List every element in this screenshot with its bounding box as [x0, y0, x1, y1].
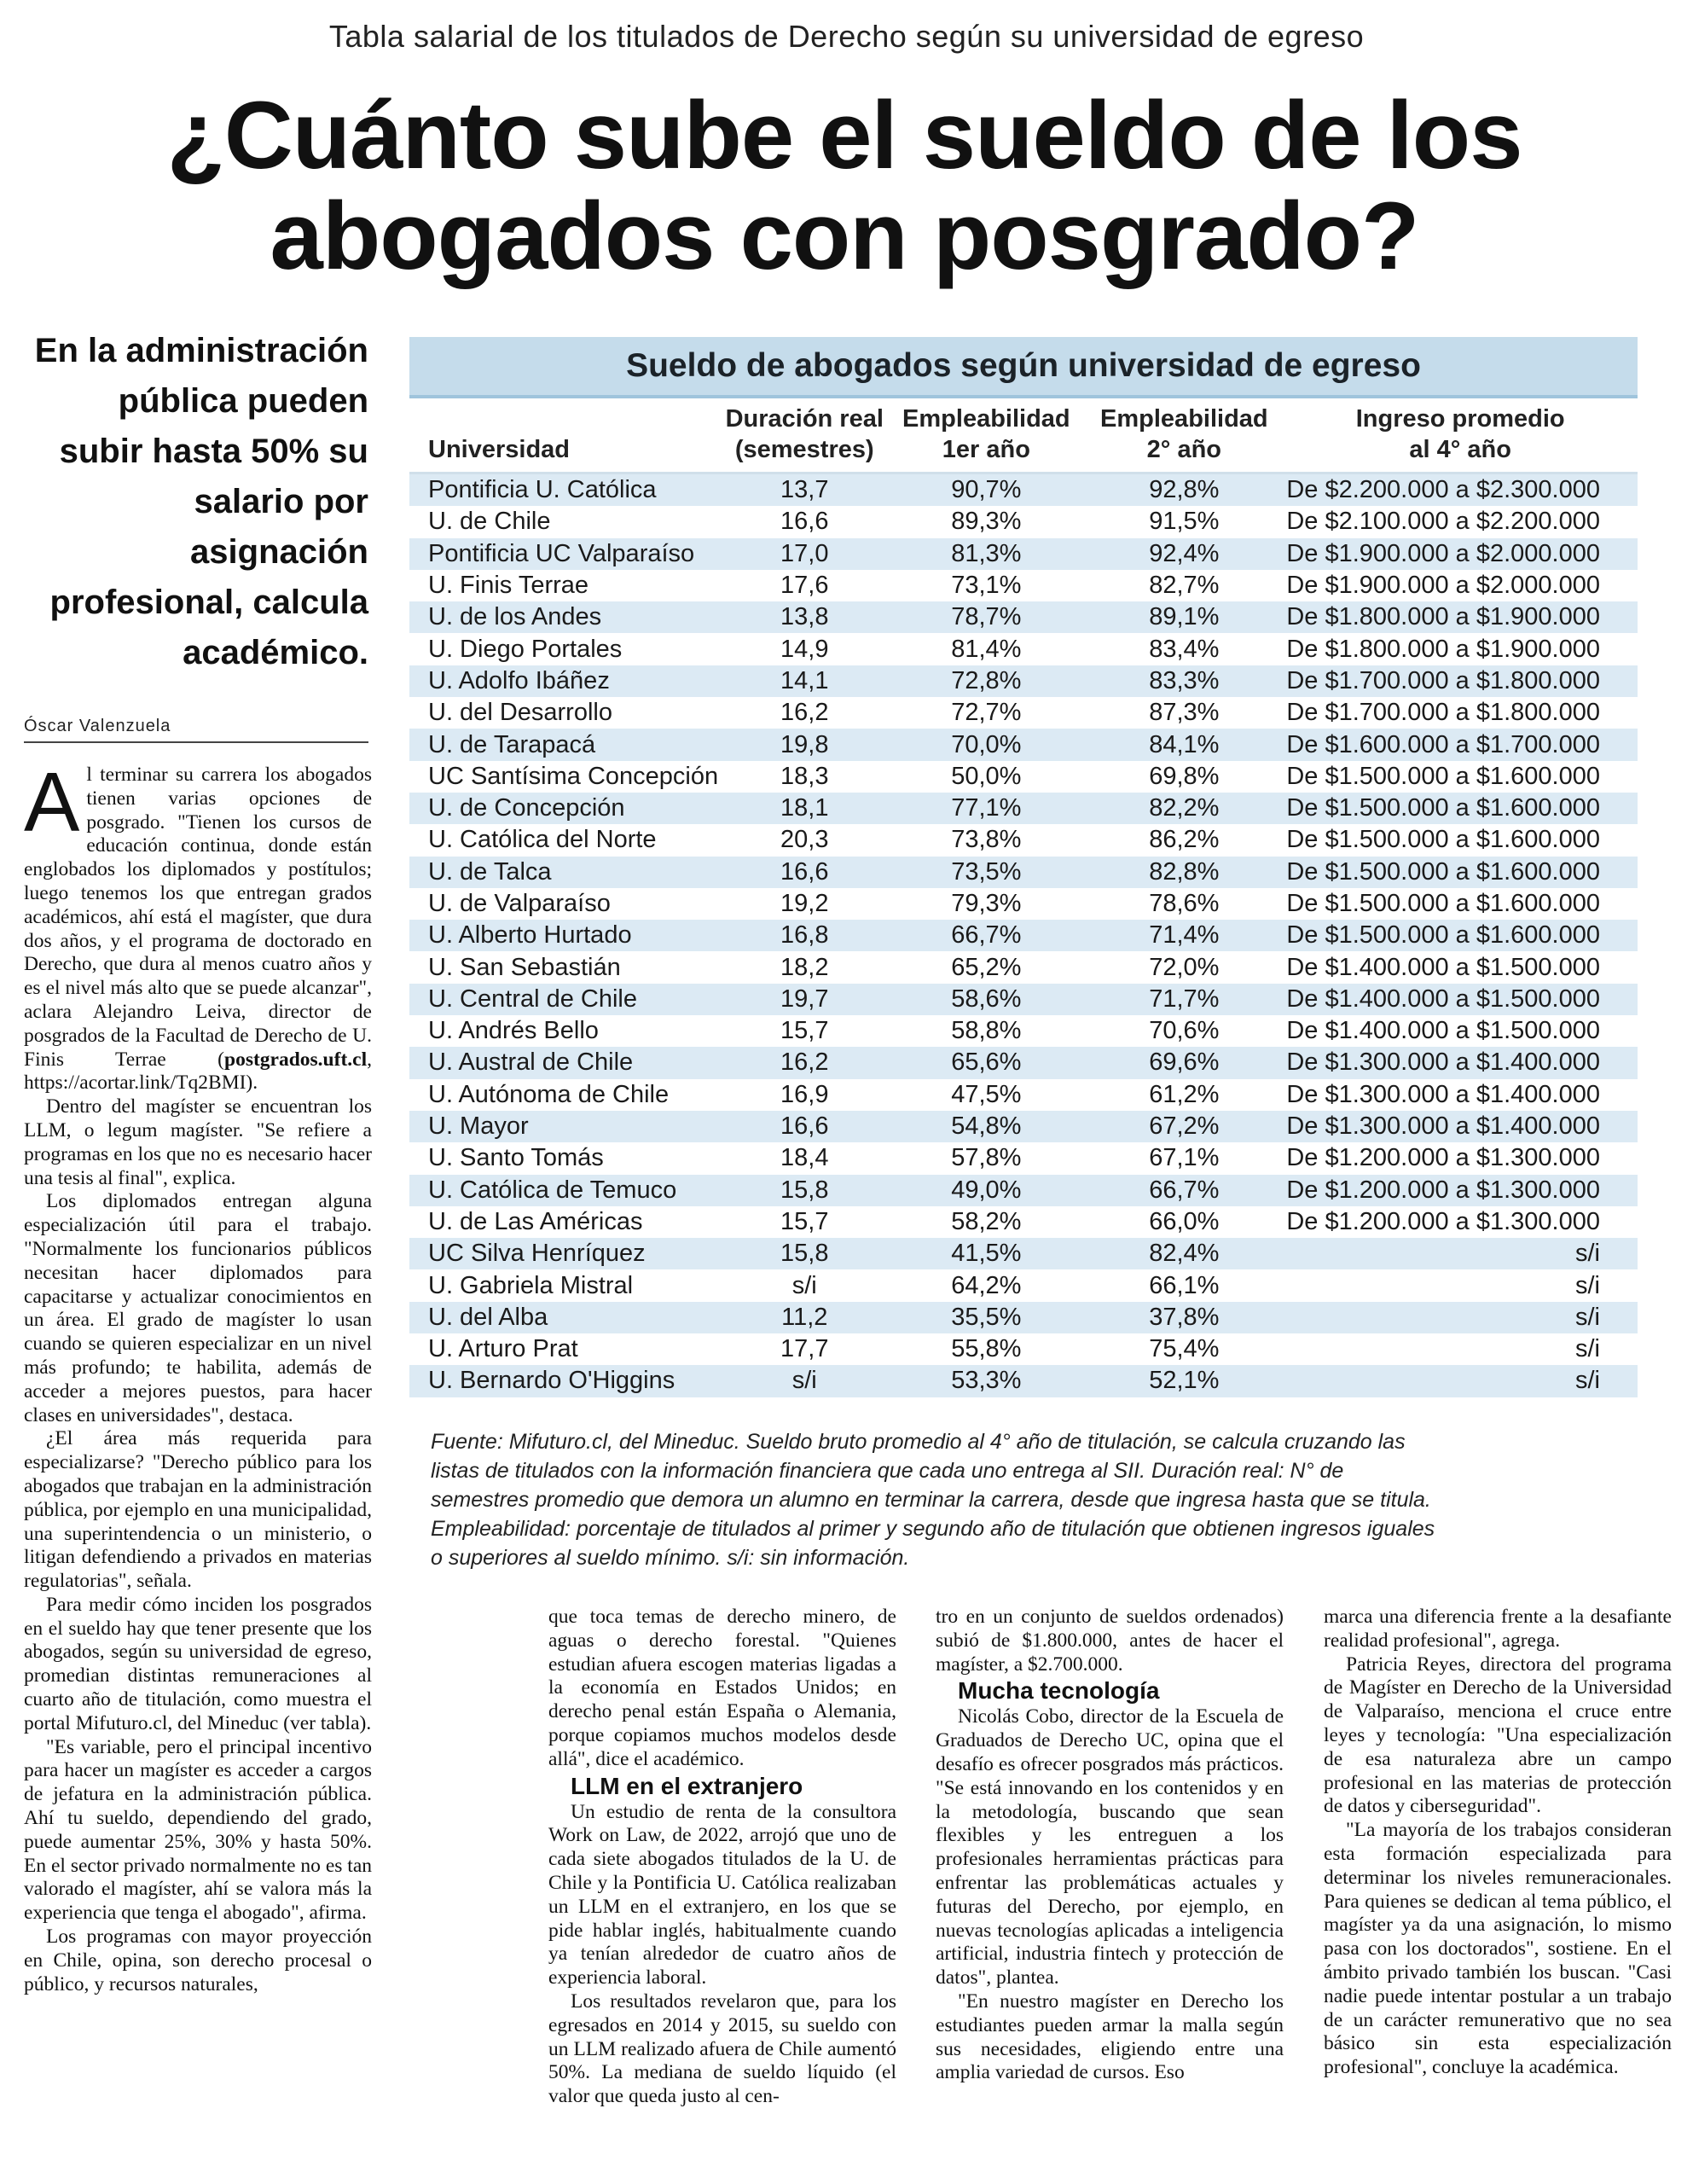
table-row	[409, 1015, 1638, 1047]
cell-income: De $1.700.000 a $1.800.000	[1283, 665, 1638, 697]
cell-duration: 19,8	[722, 729, 887, 760]
lede-line: salario por	[194, 483, 368, 520]
table-row	[409, 1269, 1638, 1301]
cell-employability-2: 82,2%	[1085, 793, 1283, 824]
table-row	[409, 793, 1638, 824]
cell-duration: 16,2	[722, 1047, 887, 1078]
cell-income: De $1.500.000 a $1.600.000	[1283, 793, 1638, 824]
cell-employability-2: 82,8%	[1085, 857, 1283, 888]
cell-income: De $1.200.000 a $1.300.000	[1283, 1142, 1638, 1174]
table-row	[409, 1142, 1638, 1174]
cell-duration: 16,9	[722, 1079, 887, 1111]
cell-university: U. del Desarrollo	[409, 697, 722, 729]
cell-employability-2: 92,4%	[1085, 538, 1283, 570]
cell-employability-1: 73,1%	[887, 570, 1085, 601]
table-row	[409, 1206, 1638, 1238]
cell-university: UC Silva Henríquez	[409, 1238, 722, 1269]
cell-income: De $1.300.000 a $1.400.000	[1283, 1047, 1638, 1078]
cell-employability-1: 47,5%	[887, 1079, 1085, 1111]
lede-line: asignación	[190, 533, 368, 571]
cell-employability-2: 71,4%	[1085, 920, 1283, 951]
cell-duration: 11,2	[722, 1302, 887, 1333]
subhead-llm: LLM en el extranjero	[571, 1772, 803, 1799]
cell-university: U. Autónoma de Chile	[409, 1079, 722, 1111]
cell-employability-1: 58,8%	[887, 1015, 1085, 1047]
cell-duration: s/i	[722, 1269, 887, 1301]
paragraph: tro en un conjunto de sueldos ordenados) subió de $1.800.000, antes de hacer el magíster, a $2.700.000.	[936, 1606, 1284, 1676]
cell-employability-1: 65,6%	[887, 1047, 1085, 1078]
cell-duration: 16,6	[722, 506, 887, 537]
header-duration: Duración real (semestres)	[722, 398, 887, 473]
paragraph: Nicolás Cobo, director de la Escuela de Graduados de Derecho UC, opina que el desafío es ofrecer posgrados más prácticos. "Se está innovando en los contenidos y en la metodología, buscando que sean flexibles y les entreguen a los profesionales herramientas prácticas para enfrentar las problemáticas actuales y futuras del Derecho, por ejemplo, en nuevas tecnologías aplicadas a inteligencia artificial, industria fintech y protección de datos", plantea.	[936, 1705, 1284, 1989]
cell-duration: 18,3	[722, 761, 887, 793]
cell-income: De $1.500.000 a $1.600.000	[1283, 857, 1638, 888]
cell-income: De $1.300.000 a $1.400.000	[1283, 1111, 1638, 1142]
cell-employability-2: 37,8%	[1085, 1302, 1283, 1333]
cell-income: De $2.200.000 a $2.300.000	[1283, 473, 1638, 507]
byline	[24, 717, 368, 743]
cell-duration: 16,6	[722, 857, 887, 888]
cell-university: U. de Talca	[409, 857, 722, 888]
cell-university: U. Católica del Norte	[409, 824, 722, 856]
table-row	[409, 1111, 1638, 1142]
cell-employability-2: 89,1%	[1085, 601, 1283, 633]
table-row	[409, 984, 1638, 1015]
cell-employability-1: 50,0%	[887, 761, 1085, 793]
table-row	[409, 570, 1638, 601]
table-row	[409, 1238, 1638, 1269]
cell-employability-1: 72,8%	[887, 665, 1085, 697]
paragraph: Los resultados revelaron que, para los egresados en 2014 y 2015, su sueldo con un LLM realizado afuera de Chile aumentó 50%. La mediana de sueldo líquido (el valor que queda justo al cen-	[548, 1989, 896, 2108]
table-row	[409, 729, 1638, 760]
cell-employability-1: 35,5%	[887, 1302, 1085, 1333]
cell-income: De $1.500.000 a $1.600.000	[1283, 761, 1638, 793]
cell-employability-2: 66,7%	[1085, 1175, 1283, 1206]
cell-employability-2: 69,6%	[1085, 1047, 1283, 1078]
cell-university: U. de Tarapacá	[409, 729, 722, 760]
table-row	[409, 1333, 1638, 1365]
cell-employability-2: 86,2%	[1085, 824, 1283, 856]
cell-income: De $1.500.000 a $1.600.000	[1283, 888, 1638, 920]
cell-employability-1: 41,5%	[887, 1238, 1085, 1269]
table-row	[409, 697, 1638, 729]
cell-duration: 15,7	[722, 1015, 887, 1047]
paragraph: Los programas con mayor proyección en Chile, opina, son derecho procesal o público, y recursos naturales,	[24, 1926, 372, 1995]
salary-table	[409, 398, 1638, 1397]
cell-employability-2: 67,2%	[1085, 1111, 1283, 1142]
table-row	[409, 601, 1638, 633]
cell-duration: 20,3	[722, 824, 887, 856]
cell-university: U. del Alba	[409, 1302, 722, 1333]
cell-employability-1: 53,3%	[887, 1365, 1085, 1397]
cell-duration: 16,2	[722, 697, 887, 729]
headline	[102, 82, 1586, 289]
table-row	[409, 1175, 1638, 1206]
cell-university: U. Alberto Hurtado	[409, 920, 722, 951]
paragraph: "La mayoría de los trabajos consideran esta formación especializada para determinar los niveles remuneracionales. Para quienes se dedican al tema público, el magíster ya da una asignación, lo mismo pasa con los doctorados", sostiene. En el ámbito privado también los buscan. "Casi nadie puede intentar postular a un trabajo de un carácter remunerativo que no sea básico sin esta especialización profesional", concluye la académica.	[1324, 1819, 1672, 2079]
paragraph: "En nuestro magíster en Derecho los estudiantes pueden armar la malla según sus necesidades, eligiendo entre una amplia variedad de cursos. Eso	[936, 1989, 1284, 2084]
cell-university: U. Mayor	[409, 1111, 722, 1142]
paragraph: "Es variable, pero el principal incentivo para hacer un magíster es acceder a cargos de jefatura en la administración pública. Ahí tu sueldo, dependiendo del grado, puede aumentar 25%, 30% y hasta 50%. En el sector privado normalmente no es tan valorado el magíster, ahí se valora más la experiencia que tenga el abogado", afirma.	[24, 1735, 372, 1925]
table-row	[409, 761, 1638, 793]
cell-employability-1: 58,6%	[887, 984, 1085, 1015]
cell-employability-1: 77,1%	[887, 793, 1085, 824]
cell-university: U. Andrés Bello	[409, 1015, 722, 1047]
cell-university: U. de Valparaíso	[409, 888, 722, 920]
cell-employability-1: 66,7%	[887, 920, 1085, 951]
cell-employability-2: 61,2%	[1085, 1079, 1283, 1111]
article-column-2	[548, 1606, 896, 2109]
table-row	[409, 920, 1638, 951]
table-row	[409, 824, 1638, 856]
cell-duration: 16,8	[722, 920, 887, 951]
kicker: Tabla salarial de los titulados de Derecho según su universidad de egreso	[328, 19, 1365, 54]
cell-duration: 19,2	[722, 888, 887, 920]
cell-employability-1: 64,2%	[887, 1269, 1085, 1301]
cell-university: U. Diego Portales	[409, 633, 722, 665]
table-title: Sueldo de abogados según universidad de egreso	[409, 337, 1638, 398]
cell-employability-1: 90,7%	[887, 473, 1085, 507]
cell-duration: 15,7	[722, 1206, 887, 1238]
table-source-note: Fuente: Mifuturo.cl, del Mineduc. Sueldo bruto promedio al 4° año de titulación, se calcula cruzando las listas de titulados con la información financiera que cada uno entrega al SII. Duración real: N° de semestres promedio que demora un alumno en terminar la carrera, desde que ingresa hasta que se titula. Empleabilidad: porcentaje de titulados al primer y segundo año de titulación que obtienen ingresos iguales o superiores al sueldo mínimo. s/i: sin información.	[431, 1430, 1435, 1570]
cell-employability-2: 78,6%	[1085, 888, 1283, 920]
cell-employability-1: 73,8%	[887, 824, 1085, 856]
paragraph: Patricia Reyes, directora del programa de Magíster en Derecho de la Universidad de Valparaíso, menciona el cruce entre leyes y tecnología: "Una especialización de esa naturaleza abre un campo profesional en las materias de protección de datos y ciberseguridad".	[1324, 1653, 1672, 1818]
cell-income: s/i	[1283, 1365, 1638, 1397]
cell-duration: 13,8	[722, 601, 887, 633]
cell-income: De $1.400.000 a $1.500.000	[1283, 984, 1638, 1015]
cell-university: U. Arturo Prat	[409, 1333, 722, 1365]
cell-income: s/i	[1283, 1302, 1638, 1333]
cell-university: U. Central de Chile	[409, 984, 722, 1015]
cell-employability-2: 82,4%	[1085, 1238, 1283, 1269]
cell-employability-2: 84,1%	[1085, 729, 1283, 760]
cell-employability-2: 66,1%	[1085, 1269, 1283, 1301]
cell-duration: 15,8	[722, 1238, 887, 1269]
table-body	[409, 473, 1638, 1397]
table-row	[409, 633, 1638, 665]
cell-income: De $1.900.000 a $2.000.000	[1283, 538, 1638, 570]
cell-university: Pontificia U. Católica	[409, 473, 722, 507]
article-column-3	[936, 1606, 1284, 2085]
article-column-4	[1324, 1606, 1672, 2080]
cell-university: U. Gabriela Mistral	[409, 1269, 722, 1301]
cell-duration: 14,9	[722, 633, 887, 665]
table-row	[409, 1365, 1638, 1397]
cell-university: U. de los Andes	[409, 601, 722, 633]
cell-employability-2: 67,1%	[1085, 1142, 1283, 1174]
paragraph: que toca temas de derecho minero, de aguas o derecho forestal. "Quienes estudian afuera escogen materias ligadas a la economía en Estados Unidos; en derecho penal están España o Alemania, porque copiamos muchos modelos desde allá", dice el académico.	[548, 1606, 896, 1770]
cell-employability-2: 82,7%	[1085, 570, 1283, 601]
cell-employability-2: 91,5%	[1085, 506, 1283, 537]
cell-employability-2: 66,0%	[1085, 1206, 1283, 1238]
cell-duration: 19,7	[722, 984, 887, 1015]
author-name: Óscar Valenzuela	[24, 717, 171, 735]
cell-university: U. Bernardo O'Higgins	[409, 1365, 722, 1397]
cell-income: De $1.600.000 a $1.700.000	[1283, 729, 1638, 760]
cell-employability-1: 78,7%	[887, 601, 1085, 633]
cell-duration: 16,6	[722, 1111, 887, 1142]
cell-income: s/i	[1283, 1238, 1638, 1269]
cell-income: De $1.800.000 a $1.900.000	[1283, 633, 1638, 665]
paragraph: ¿El área más requerida para especializarse? "Derecho público para los abogados que trabajan en la administración pública, por ejemplo en una municipalidad, una superintendencia o un ministerio, o litigan defendiendo a privados en materias regulatorias", señala.	[24, 1427, 372, 1593]
cell-employability-1: 49,0%	[887, 1175, 1085, 1206]
cell-income: De $2.100.000 a $2.200.000	[1283, 506, 1638, 537]
cell-employability-2: 70,6%	[1085, 1015, 1283, 1047]
cell-university: U. Santo Tomás	[409, 1142, 722, 1174]
cell-employability-2: 87,3%	[1085, 697, 1283, 729]
paragraph: Un estudio de renta de la consultora Work on Law, de 2022, arrojó que uno de cada siete abogados titulados de la U. de Chile y la Pontificia U. Católica realizaban un LLM en el extranjero, en los que se pide hablar inglés, habitualmente cuando ya tenían alrededor de cuatro años de experiencia laboral.	[548, 1800, 896, 1989]
table-row	[409, 888, 1638, 920]
cell-duration: 17,0	[722, 538, 887, 570]
cell-employability-2: 72,0%	[1085, 951, 1283, 983]
cell-employability-1: 65,2%	[887, 951, 1085, 983]
paragraph: Al terminar su carrera los abogados tienen varias opciones de posgrado. "Tienen los cursos de educación continua, donde están englobados los diplomados y postítulos; luego tenemos los que entregan grados académicos, ahí está el magíster, que dura dos años, y el programa de doctorado en Derecho, que dura al menos cuatro años y es el nivel más alto que se puede alcanzar", aclara Alejandro Leiva, director de posgrados de la Facultad de Derecho de U. Finis Terrae (postgrados.uft.cl, https://acortar.link/Tq2BMI).	[24, 755, 372, 1095]
website-link: postgrados.uft.cl	[224, 1048, 368, 1071]
lede	[17, 326, 368, 678]
lede-line: En la administración	[34, 332, 368, 369]
cell-income: De $1.800.000 a $1.900.000	[1283, 601, 1638, 633]
cell-employability-2: 83,4%	[1085, 633, 1283, 665]
cell-employability-2: 69,8%	[1085, 761, 1283, 793]
cell-income: De $1.500.000 a $1.600.000	[1283, 824, 1638, 856]
cell-income: De $1.200.000 a $1.300.000	[1283, 1175, 1638, 1206]
cell-income: De $1.500.000 a $1.600.000	[1283, 920, 1638, 951]
lede-line: subir hasta 50% su	[59, 433, 368, 470]
lede-line: académico.	[183, 634, 368, 671]
header-employability-2: Empleabilidad 2° año	[1085, 398, 1283, 473]
table-row	[409, 1302, 1638, 1333]
cell-duration: 13,7	[722, 473, 887, 507]
cell-employability-1: 58,2%	[887, 1206, 1085, 1238]
table-row	[409, 665, 1638, 697]
drop-cap: A	[24, 755, 80, 849]
paragraph: Dentro del magíster se encuentran los LLM, o legum magíster. "Se refiere a programas en los que no es necesario hacer una tesis al final", explica.	[24, 1095, 372, 1189]
headline-line-2: abogados con posgrado?	[270, 183, 1419, 289]
cell-duration: 15,8	[722, 1175, 887, 1206]
cell-employability-1: 89,3%	[887, 506, 1085, 537]
cell-income: De $1.300.000 a $1.400.000	[1283, 1079, 1638, 1111]
cell-employability-2: 92,8%	[1085, 473, 1283, 507]
header-income: Ingreso promedio al 4° año	[1283, 398, 1638, 473]
table-row	[409, 1047, 1638, 1078]
cell-duration: 14,1	[722, 665, 887, 697]
header-employability-1: Empleabilidad 1er año	[887, 398, 1085, 473]
cell-duration: 18,4	[722, 1142, 887, 1174]
paragraph: marca una diferencia frente a la desafiante realidad profesional", agrega.	[1324, 1606, 1672, 1652]
paragraph: Para medir cómo inciden los posgrados en el sueldo hay que tener presente que los abogados, según su universidad de egreso, promedian distintas remuneraciones al cuarto año de titulación, como muestra el portal Mifuturo.cl, del Mineduc (ver tabla).	[24, 1593, 372, 1734]
cell-employability-1: 55,8%	[887, 1333, 1085, 1365]
lede-line: pública pueden	[118, 382, 368, 420]
cell-employability-2: 83,3%	[1085, 665, 1283, 697]
cell-employability-1: 81,4%	[887, 633, 1085, 665]
cell-university: UC Santísima Concepción	[409, 761, 722, 793]
table-header-row	[409, 398, 1638, 473]
headline-line-1: ¿Cuánto sube el sueldo de los	[166, 82, 1522, 189]
cell-employability-1: 81,3%	[887, 538, 1085, 570]
cell-income: De $1.900.000 a $2.000.000	[1283, 570, 1638, 601]
cell-income: De $1.400.000 a $1.500.000	[1283, 1015, 1638, 1047]
cell-duration: 18,2	[722, 951, 887, 983]
cell-duration: 18,1	[722, 793, 887, 824]
cell-employability-1: 70,0%	[887, 729, 1085, 760]
salary-table-box	[409, 337, 1638, 1397]
cell-employability-1: 79,3%	[887, 888, 1085, 920]
cell-university: U. de Concepción	[409, 793, 722, 824]
table-row	[409, 1079, 1638, 1111]
cell-income: De $1.400.000 a $1.500.000	[1283, 951, 1638, 983]
cell-duration: s/i	[722, 1365, 887, 1397]
cell-employability-2: 52,1%	[1085, 1365, 1283, 1397]
subhead-technology: Mucha tecnología	[958, 1677, 1160, 1705]
cell-university: U. San Sebastián	[409, 951, 722, 983]
cell-university: U. Austral de Chile	[409, 1047, 722, 1078]
cell-employability-1: 72,7%	[887, 697, 1085, 729]
cell-university: U. Finis Terrae	[409, 570, 722, 601]
cell-income: De $1.200.000 a $1.300.000	[1283, 1206, 1638, 1238]
cell-employability-1: 73,5%	[887, 857, 1085, 888]
table-row	[409, 857, 1638, 888]
table-row	[409, 473, 1638, 507]
cell-employability-1: 57,8%	[887, 1142, 1085, 1174]
table-row	[409, 951, 1638, 983]
cell-university: U. Adolfo Ibáñez	[409, 665, 722, 697]
cell-university: U. de Las Américas	[409, 1206, 722, 1238]
cell-employability-2: 71,7%	[1085, 984, 1283, 1015]
paragraph: Los diplomados entregan alguna especialización útil para el trabajo. "Normalmente los funcionarios públicos necesitan hacer diplomados para capacitarse y actualizar conocimientos en un área. El grado de magíster lo usan cuando se quieren especializar en un nivel más profundo; te habilita, además de acceder a mejores puestos, para hacer clases en universidades", destaca.	[24, 1190, 372, 1426]
table-row	[409, 506, 1638, 537]
cell-duration: 17,6	[722, 570, 887, 601]
cell-university: U. Católica de Temuco	[409, 1175, 722, 1206]
cell-university: U. de Chile	[409, 506, 722, 537]
article-column-1	[24, 755, 372, 1996]
cell-duration: 17,7	[722, 1333, 887, 1365]
cell-employability-1: 54,8%	[887, 1111, 1085, 1142]
cell-university: Pontificia UC Valparaíso	[409, 538, 722, 570]
cell-income: s/i	[1283, 1333, 1638, 1365]
lede-line: profesional, calcula	[49, 584, 368, 621]
table-row	[409, 538, 1638, 570]
header-university: Universidad	[409, 398, 722, 473]
cell-income: s/i	[1283, 1269, 1638, 1301]
cell-income: De $1.700.000 a $1.800.000	[1283, 697, 1638, 729]
cell-employability-2: 75,4%	[1085, 1333, 1283, 1365]
